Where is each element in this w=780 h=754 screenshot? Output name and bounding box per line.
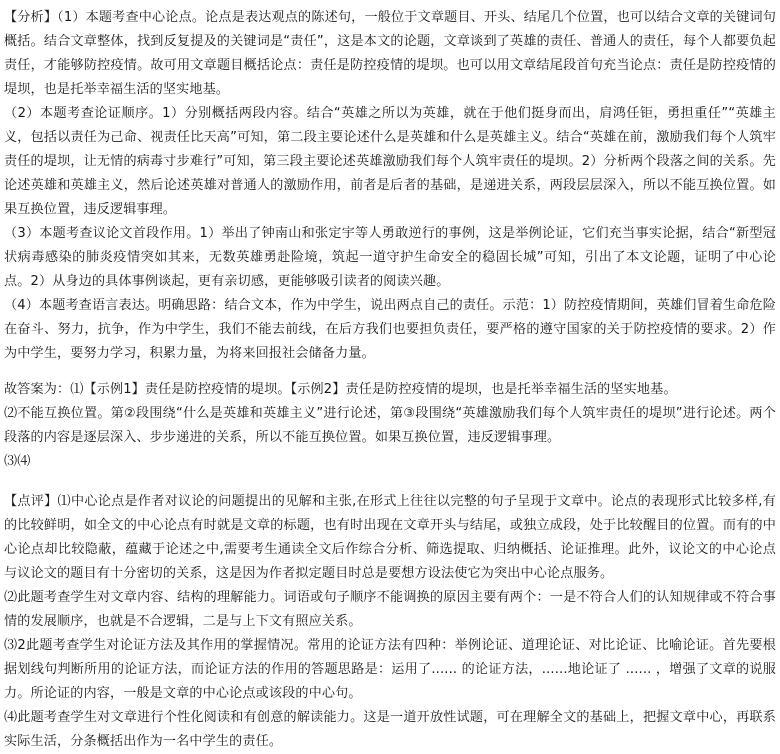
answer-line-2: ⑵不能互换位置。第②段围绕“什么是英雄和英雄主义”进行论述，第③段围绕“英雄激励我们每个人筑牢责任的堤坝”进行论述。两个段落的内容是逐层深入、步步递进的关系，所以不能互换位置。如果互换位置，违反逻辑事理。 (4, 406, 776, 445)
comment-point-1: 【点评】⑴中心论点是作者对议论的问题提出的见解和主张,在形式上往往以完整的句子呈现于文章中。论点的表现形式比较多样,有的比较鲜明，如全文的中心论点有时就是文章的标题，也有时出现在文章开头与结尾，或独立成段，处于比较醒目的位置。而有的中心论点却比较隐蔽，蕴藏于论述之中,需要考生通读全文后作综合分析、筛选提取、归纳概括、论证推理。此外，议论文的中心论点与议论文的题目有十分密切的关系，这是因为作者拟定题目时总是要想方设法使它为突出中心论点服务。 (4, 494, 776, 581)
comment-point-4: ⑷此题考查学生对文章进行个性化阅读和有创意的解读能力。这是一道开放性试题，可在理解全文的基础上，把握文章中心，再联系实际生活，分条概括出作为一名中学生的责任。 (4, 710, 776, 749)
answer-line-1: 故答案为：⑴【示例1】责任是防控疫情的堤坝。【示例2】责任是防控疫情的堤坝，也是托举幸福生活的坚实地基。 (4, 382, 677, 397)
analysis-point-2: （2）本题考查论证顺序。1）分别概括两段内容。结合“英雄之所以为英雄，就在于他们挺身而出，肩鸿任钜，勇担重任”“英雄主义，包括以责任为己命、视责任比天高”可知，第二段主要论述什么是英雄和什么是英雄主义。结合“英雄在前，激励我们每个人筑牢责任的堤坝，让无情的病毒寸步难行”可知，第三段主要论述英雄激励我们每个人筑牢责任的堤坝。2）分析两个段落之间的关系。先论述英雄和英雄主义，然后论述英雄对普通人的激励作用，前者是后者的基础，是递进关系，两段层层深入，所以不能互换位置。如果互换位置，违反逻辑事理。 (4, 106, 776, 217)
analysis-point-1: 【分析】（1）本题考查中心论点。论点是表达观点的陈述句，一般位于文章题目、开头、结尾几个位置，也可以结合文章的关键词句概括。结合文章整体，找到反复提及的关键词是“责任”，这是本文的论题，文章谈到了英雄的责任、普通人的责任，每个人都要负起责任，才能够防控疫情。故可用文章题目概括论点：责任是防控疫情的堤坝。也可以用文章结尾段首句充当论点：责任是防控疫情的堤坝，也是托举幸福生活的坚实地基。 (4, 10, 776, 97)
analysis-point-3: （3）本题考查议论文首段作用。1）举出了钟南山和张定宇等人勇敢逆行的事例，这是举例论证，它们充当事实论据，结合“新型冠状病毒感染的肺炎疫情突如其来，无数英雄勇赴险境，筑起一道守护生命安全的稳固长城”可知，引出了本文论题，证明了中心论点。2）从身边的具体事例谈起，更有亲切感，更能够吸引读者的阅读兴趣。 (4, 226, 776, 289)
analysis-point-4: （4）本题考查语言表达。明确思路：结合文本，作为中学生，说出两点自己的责任。示范：1）防控疫情期间，英雄们冒着生命危险在奋斗、努力，抗争，作为中学生，我们不能去前线，在后方我们也要担负责任，要严格的遵守国家的关于防控疫情的要求。2）作为中学生，要努力学习，积累力量，为将来回报社会储备力量。 (4, 298, 776, 361)
answer-line-3: ⑶⑷ (4, 454, 31, 469)
comment-point-2: ⑵此题考查学生对文章内容、结构的理解能力。词语或句子顺序不能调换的原因主要有两个：一是不符合人们的认知规律或不符合事情的发展顺序，也就是不合逻辑，二是与上下文有照应关系。 (4, 590, 776, 629)
section-spacer (4, 474, 776, 490)
comment-point-3: ⑶2此题考查学生对论证方法及其作用的掌握情况。常用的论证方法有四种：举例论证、道理论证、对比论证、比喻论证。首先要根据划线句判断所用的论证方法，而论证方法的作用的答题思路是：运用了...... 的论证方法，......地论证了 ...... ，增强了文章的说服力。所论证的内容，一般是文章的中心论点或该段的中心句。 (4, 638, 776, 701)
section-spacer (4, 366, 776, 378)
